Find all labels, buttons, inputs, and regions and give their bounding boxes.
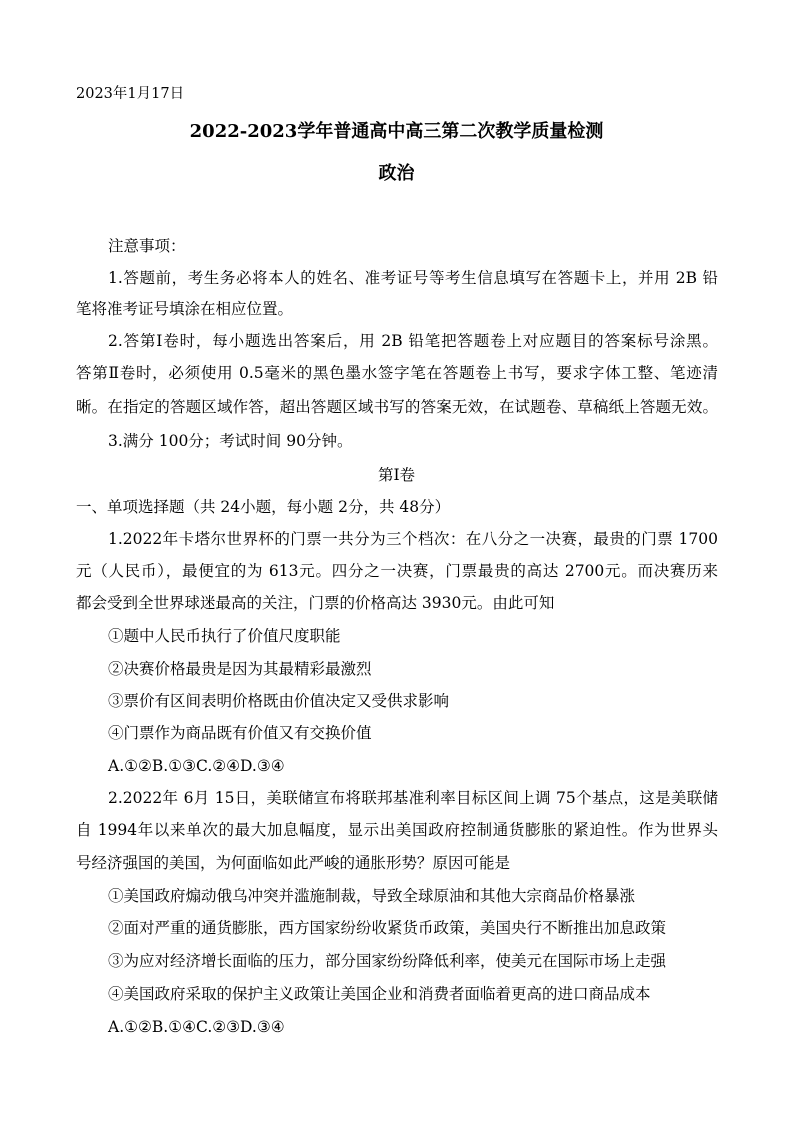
- exam-title: 2022-2023学年普通高中高三第二次教学质量检测: [189, 121, 604, 142]
- question-option: ③为应对经济增长面临的压力，部分国家纷纷降低利率，使美元在国际市场上走强: [108, 952, 667, 970]
- exam-date: 2023年1月17日: [76, 86, 185, 102]
- notice-heading: 注意事项：: [108, 237, 186, 255]
- answer-choices: A.①②B.①③C.②④D.③④: [108, 757, 285, 775]
- notice-line: 1.答题前，考生务必将本人的姓名、准考证号等考生信息填写在答题卡上，并用 2B 铅: [108, 269, 718, 287]
- question-stem-line: 元（人民币），最便宜的为 613元。四分之一决赛，门票最贵的高达 2700元。而决赛历来: [76, 562, 718, 580]
- notice-line: 晰。在指定的答题区域作答，超出答题区域书写的答案无效，在试题卷、草稿纸上答题无效。: [76, 398, 718, 416]
- question-stem-line: 号经济强国的美国，为何面临如此严峻的通胀形势？原因可能是: [76, 854, 511, 872]
- question-option: ②决赛价格最贵是因为其最精彩最激烈: [108, 660, 372, 678]
- question-option: ①题中人民币执行了价值尺度职能: [108, 627, 341, 645]
- exam-subject: 政治: [378, 163, 415, 184]
- question-option: ③票价有区间表明价格既由价值决定又受供求影响: [108, 692, 450, 710]
- notice-line: 答第Ⅱ卷时，必须使用 0.5毫米的黑色墨水签字笔在答题卷上书写，要求字体工整、笔迹清: [76, 364, 718, 382]
- section-title: 第Ⅰ卷: [377, 466, 416, 484]
- question-option: ④美国政府采取的保护主义政策让美国企业和消费者面临着更高的进口商品成本: [108, 985, 651, 1003]
- question-stem-line: 2.2022年 6月 15日，美联储宣布将联邦基准利率目标区间上调 75个基点，这是美联储: [108, 789, 718, 807]
- question-option: ①美国政府煽动俄乌冲突并滥施制裁，导致全球原油和其他大宗商品价格暴涨: [108, 887, 636, 905]
- notice-line: 笔将准考证号填涂在相应位置。: [76, 300, 294, 318]
- question-stem-line: 自 1994年以来单次的最大加息幅度，显示出美国政府控制通货膨胀的紧迫性。作为世界头: [76, 821, 718, 839]
- answer-choices: A.①②B.①④C.②③D.③④: [108, 1018, 285, 1036]
- question-option: ②面对严重的通货膨胀，西方国家纷纷收紧货币政策，美国央行不断推出加息政策: [108, 919, 667, 937]
- notice-line: 3.满分 100分；考试时间 90分钟。: [108, 432, 353, 450]
- notice-line: 2.答第Ⅰ卷时，每小题选出答案后，用 2B 铅笔把答题卷上对应题目的答案标号涂黑。: [108, 332, 718, 350]
- question-stem-line: 1.2022年卡塔尔世界杯的门票一共分为三个档次：在八分之一决赛，最贵的门票 1700: [108, 530, 718, 548]
- question-stem-line: 都会受到全世界球迷最高的关注，门票的价格高达 3930元。由此可知: [76, 594, 555, 612]
- part-heading: 一、单项选择题（共 24小题，每小题 2分，共 48分）: [76, 498, 451, 516]
- question-option: ④门票作为商品既有价值又有交换价值: [108, 724, 372, 742]
